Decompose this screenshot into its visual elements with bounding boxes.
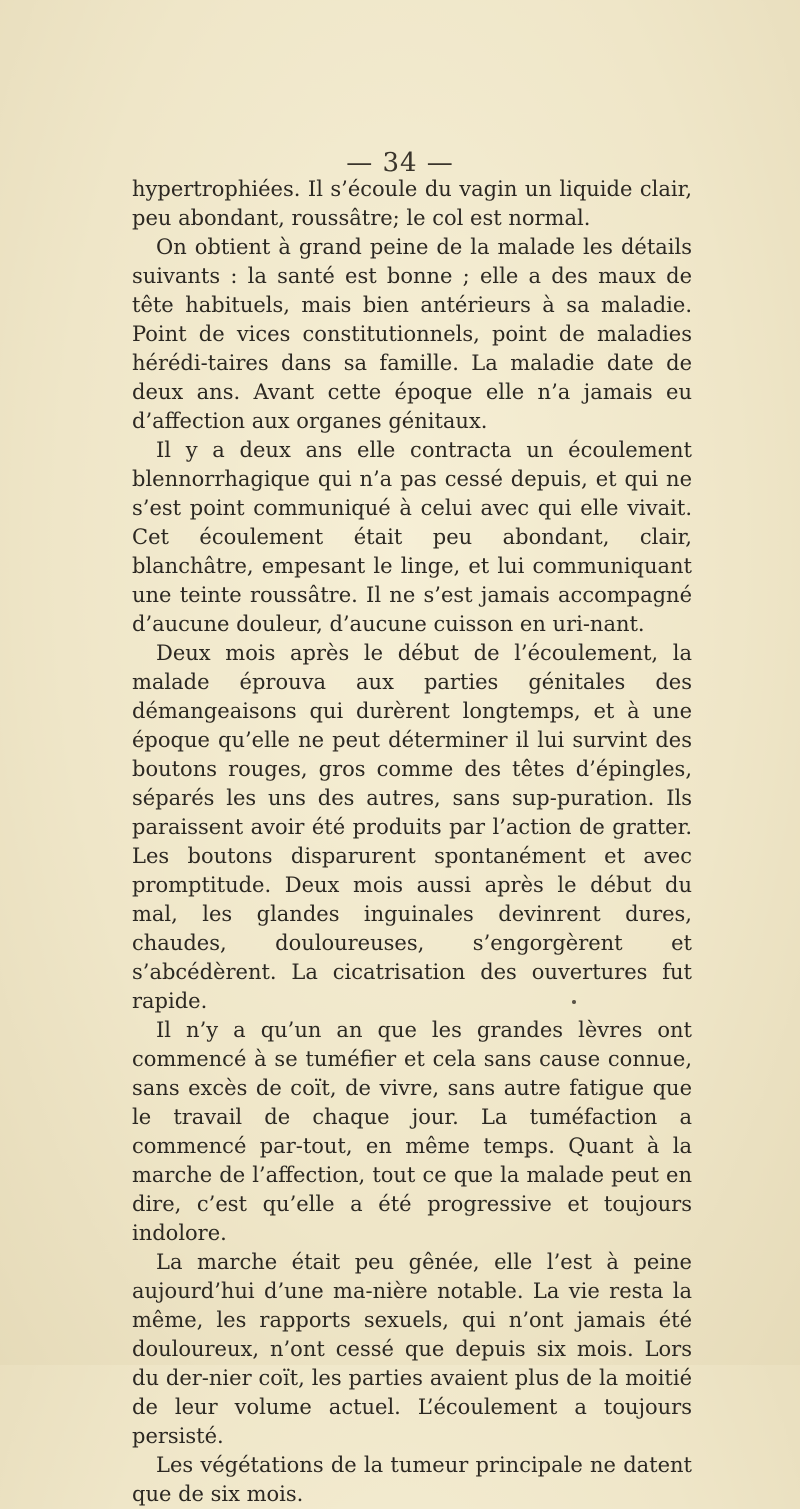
paragraph-1: hypertrophiées. Il s’écoule du vagin un liquide clair, peu abondant, roussâtre; le col est normal. [132,177,692,230]
paragraph-4: Deux mois après le début de l’écoulement, la malade éprouva aux parties génitales des démangeaisons qui durèrent longtemps, et à une époque qu’elle ne peut déterminer il lui survint des boutons rouges, gros comme des têtes d’épingles, séparés les uns des autres, sans sup-puration. Ils paraissent avoir été produits par l’action de gratter. Les boutons disparurent spontanément et avec promptitude. Deux mois aussi après le début du mal, les glandes inguinales devinrent dures, chaudes, douloureuses, s’engorgèrent et s’abcédèrent. La cicatrisation des ouvertures fut rapide. [132,641,692,1013]
paragraph-3: Il y a deux ans elle contracta un écoulement blennorrhagique qui n’a pas cessé depuis, et qui ne s’est point communiqué à celui avec qui elle vivait. Cet écoulement était peu abondant, clair, blanchâtre, empesant le linge, et lui communiquant une teinte roussâtre. Il ne s’est jamais accompagné d’aucune douleur, d’aucune cuisson en uri-nant. [132,438,692,636]
page-number: — 34 — [346,148,454,178]
paragraph-5: Il n’y a qu’un an que les grandes lèvres ont commencé à se tuméfier et cela sans cause connue, sans excès de coït, de vivre, sans autre fatigue que le travail de chaque jour. La tuméfaction a commencé par-tout, en même temps. Quant à la marche de l’affection, tout ce que la malade peut en dire, c’est qu’elle a été progressive et toujours indolore. [132,1018,692,1245]
paragraph-6: La marche était peu gênée, elle l’est à peine aujourd’hui d’une ma-nière notable. La vie resta la même, les rapports sexuels, qui n’ont jamais été douloureux, n’ont cessé que depuis six mois. Lors du der-nier coït, les parties avaient plus de la moitié de leur volume actuel. L’écoulement a toujours persisté. [132,1250,692,1448]
ink-speck [572,1000,576,1004]
body-text [132,175,692,1509]
paragraph-2: On obtient à grand peine de la malade les détails suivants : la santé est bonne ; elle a des maux de tête habituels, mais bien antérieurs à sa maladie. Point de vices constitutionnels, point de maladies hérédi-taires dans sa famille. La maladie date de deux ans. Avant cette époque elle n’a jamais eu d’affection aux organes génitaux. [132,235,692,433]
paragraph-7: Les végétations de la tumeur principale ne datent que de six mois. [132,1453,692,1506]
